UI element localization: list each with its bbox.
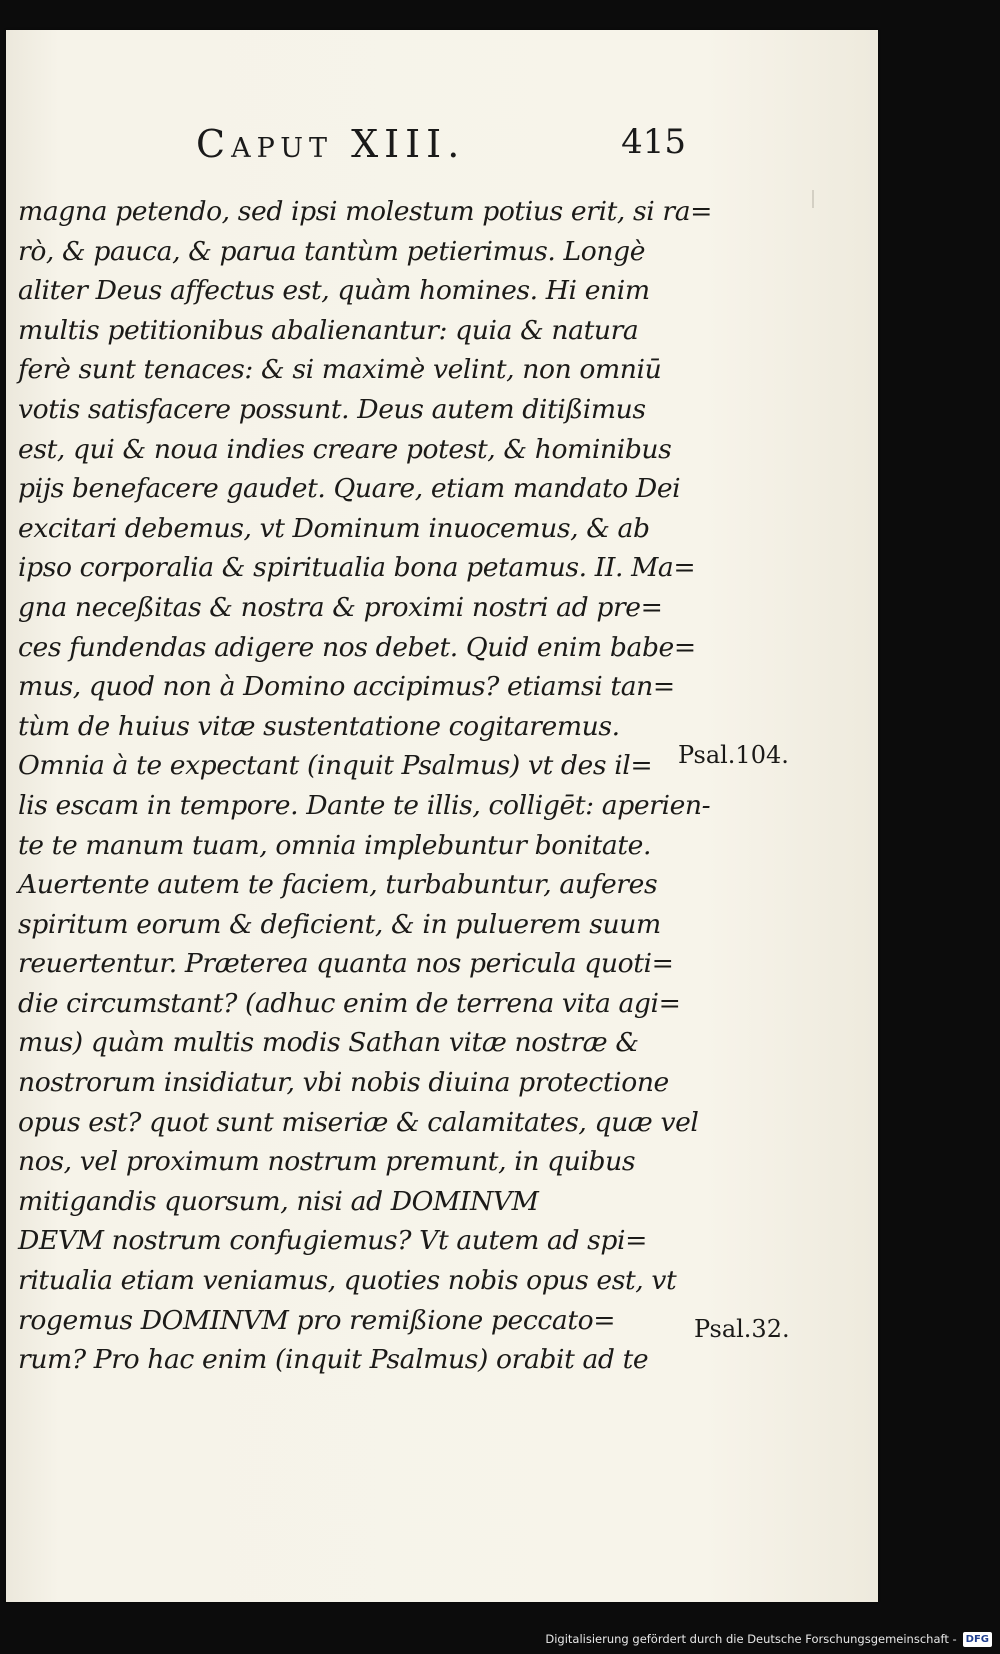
text-line: gna neceßitas & nostra & proximi nostri ad pre= (18, 591, 663, 623)
text-line: excitari debemus, vt Dominum inuocemus, & ab (18, 512, 650, 544)
text-line: ipso corporalia & spiritualia bona petamus. II. Ma= (18, 552, 696, 584)
text-line: DEVM nostrum confugiemus? Vt autem ad spi= (18, 1225, 647, 1257)
text-line: mus, quod non à Domino accipimus? etiamsi tan= (18, 671, 675, 703)
margin-note-psalm-32: Psal.32. (694, 1315, 790, 1343)
text-line: reuertentur. Præterea quanta nos pericula quoti= (18, 948, 674, 980)
text-line: mitigandis quorsum, nisi ad DOMINVM (18, 1185, 539, 1217)
paper-speck (812, 190, 814, 208)
text-line: tùm de huius vitæ sustentatione cogitaremus. (18, 710, 620, 742)
text-line: aliter Deus affectus est, quàm homines. Hi enim (18, 275, 650, 307)
text-line: magna petendo, sed ipsi molestum potius erit, si ra= (18, 196, 713, 227)
body-text (18, 192, 713, 1380)
text-line: Omnia à te expectant (inquit Psalmus) vt des il= (18, 750, 653, 782)
text-line: ferè sunt tenaces: & si maximè velint, non omniū (18, 354, 662, 386)
text-line: te te manum tuam, omnia implebuntur bonitate. (18, 829, 652, 861)
text-line: rogemus DOMINVM pro remißione peccato= (18, 1304, 616, 1336)
book-page (6, 30, 878, 1602)
text-line: nos, vel proximum nostrum premunt, in quibus (18, 1146, 636, 1178)
text-line: rò, & pauca, & parua tantùm petierimus. Longè (18, 235, 646, 267)
running-title: Caput XIII. (196, 122, 466, 166)
text-line: opus est? quot sunt miseriæ & calamitates, quæ vel (18, 1106, 699, 1138)
text-line: rum? Pro hac enim (inquit Psalmus) orabit ad te (18, 1344, 649, 1376)
text-line: ces fundendas adigere nos debet. Quid enim babe= (18, 631, 696, 663)
page-header (196, 122, 686, 182)
text-line: lis escam in tempore. Dante te illis, colligēt: aperien- (18, 789, 711, 821)
text-line: multis petitionibus abalienantur: quia & natura (18, 314, 639, 346)
text-line: spiritum eorum & deficient, & in puluerem suum (18, 908, 661, 940)
text-line: pijs benefacere gaudet. Quare, etiam mandato Dei (18, 473, 681, 505)
text-line: nostrorum insidiatur, vbi nobis diuina protectione (18, 1067, 669, 1099)
margin-note-psalm-104: Psal.104. (678, 741, 789, 769)
text-line: votis satisfacere possunt. Deus autem ditißimus (18, 393, 646, 425)
text-line: die circumstant? (adhuc enim de terrena vita agi= (18, 987, 681, 1019)
text-line: est, qui & noua indies creare potest, & hominibus (18, 433, 672, 465)
text-line: ritualia etiam veniamus, quoties nobis opus est, vt (18, 1265, 677, 1297)
text-line: mus) quàm multis modis Sathan vitæ nostræ & (18, 1027, 639, 1059)
page-number: 415 (621, 122, 686, 162)
digitization-footer (545, 1630, 992, 1648)
funding-credit: Digitalisierung gefördert durch die Deutsche Forschungsgemeinschaft - (545, 1632, 957, 1646)
dfg-logo-icon: DFG (963, 1632, 992, 1647)
text-line: Auertente autem te faciem, turbabuntur, auferes (18, 869, 658, 901)
